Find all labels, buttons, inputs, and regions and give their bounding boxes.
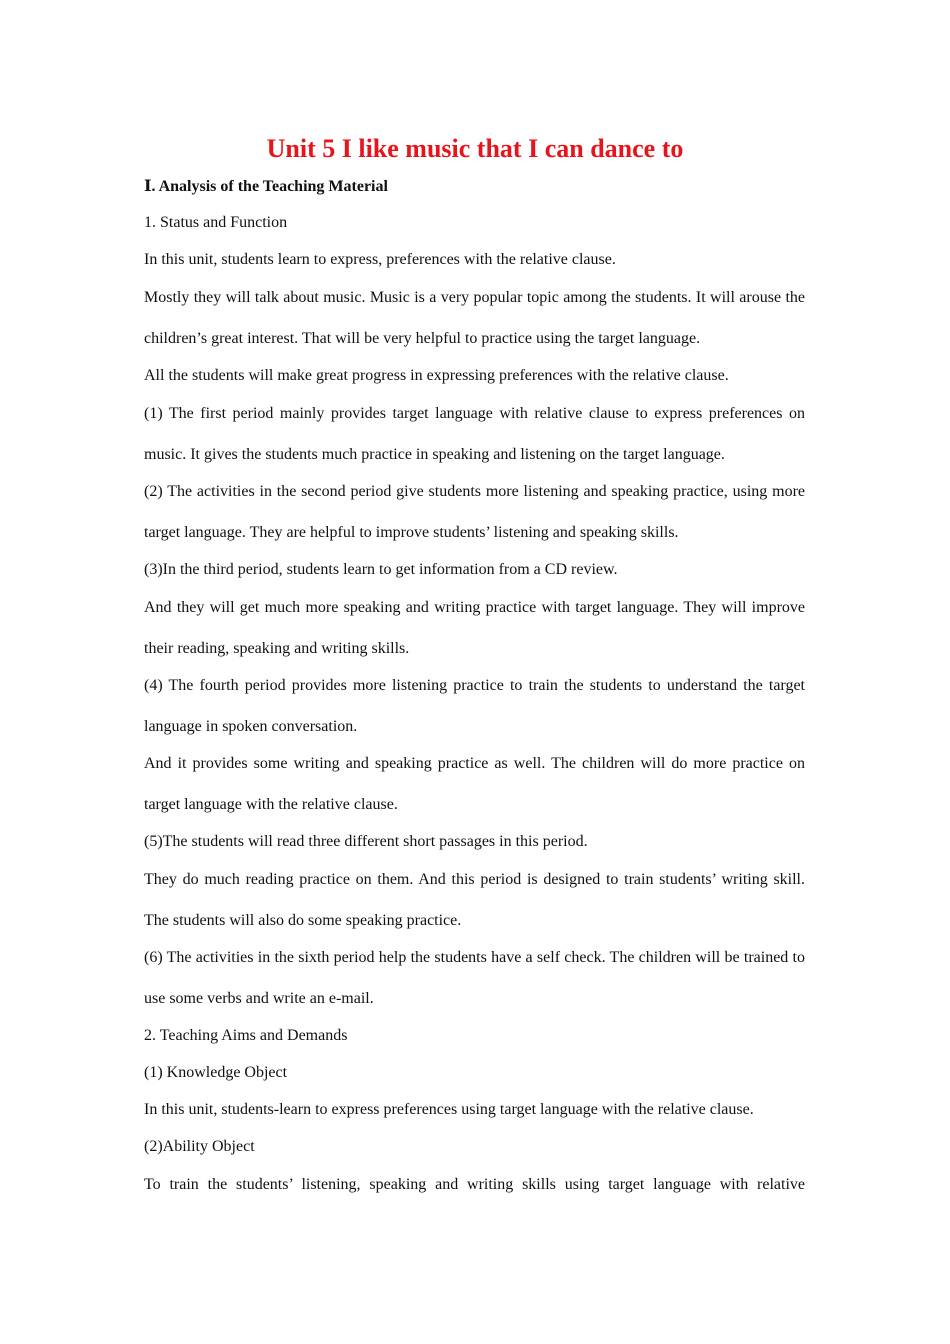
section-heading: Ⅰ. Analysis of the Teaching Material [144, 178, 388, 195]
paragraph: (2)Ability Object [144, 1138, 255, 1155]
paragraph: (4) The fourth period provides more listening practice to train the students to understand the target language in spoken conversation. [144, 677, 805, 735]
paragraph: 1. Status and Function [144, 214, 288, 231]
paragraph: (1) Knowledge Object [144, 1064, 288, 1081]
paragraph: (2) The activities in the second period give students more listening and speaking practice, using more target language. They are helpful to improve students’ listening and speaking skills. [144, 483, 805, 541]
document-title: Unit 5 I like music that I can dance to [266, 134, 684, 163]
paragraph: To train the students’ listening, speaking and writing skills using target language with relative [144, 1176, 805, 1193]
paragraph: And it provides some writing and speaking practice as well. The children will do more practice on target language with the relative clause. [144, 755, 805, 813]
paragraph: In this unit, students-learn to express preferences using target language with the relative clause. [144, 1101, 754, 1118]
paragraph: (3)In the third period, students learn to get information from a CD review. [144, 561, 618, 578]
paragraph: And they will get much more speaking and writing practice with target language. They will improve their reading, speaking and writing skills. [144, 599, 805, 657]
paragraph: All the students will make great progress in expressing preferences with the relative clause. [144, 367, 729, 384]
paragraph: (5)The students will read three different short passages in this period. [144, 833, 588, 850]
paragraph: In this unit, students learn to express, preferences with the relative clause. [144, 251, 616, 268]
paragraph: (6) The activities in the sixth period help the students have a self check. The children will be trained to use some verbs and write an e-mail. [144, 949, 805, 1007]
paragraph: They do much reading practice on them. And this period is designed to train students’ writing skill. The students will also do some speaking practice. [144, 871, 805, 929]
paragraph: 2. Teaching Aims and Demands [144, 1027, 348, 1044]
paragraph: (1) The first period mainly provides target language with relative clause to express preferences on music. It gives the students much practice in speaking and listening on the target language. [144, 405, 805, 463]
paragraph: Mostly they will talk about music. Music is a very popular topic among the students. It will arouse the children’s great interest. That will be very helpful to practice using the target language. [144, 289, 805, 347]
